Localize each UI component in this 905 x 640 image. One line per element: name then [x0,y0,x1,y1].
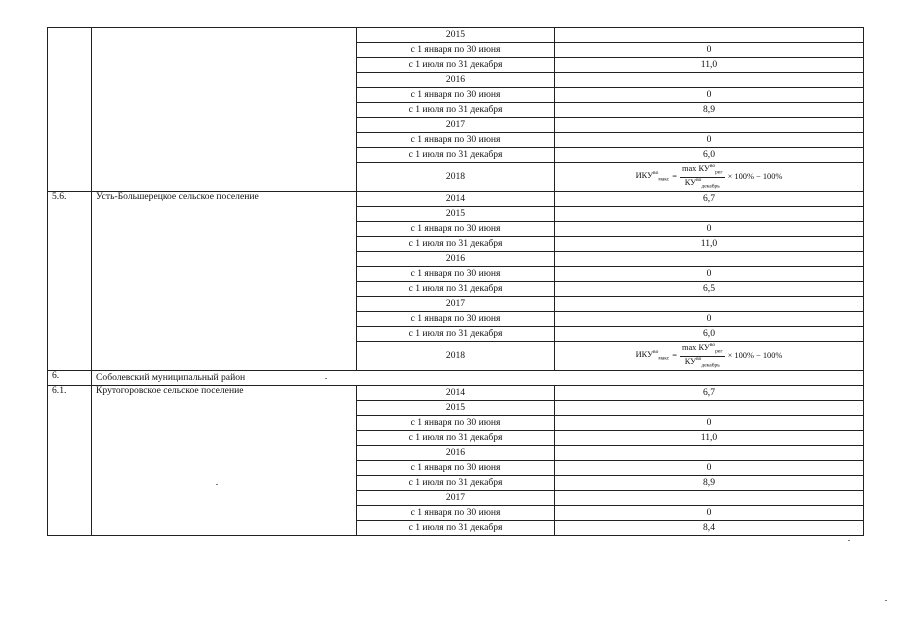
period-cell: 2014 [357,386,555,401]
period-cell: 2018 [357,342,555,371]
value-cell [555,28,864,43]
period-cell: с 1 января по 30 июня [357,506,555,521]
value-cell: 0 [555,267,864,282]
formula-denominator: $КУ^{во}_{декабрь}$ [684,176,720,189]
formula [636,164,783,189]
value-cell [555,252,864,267]
value-cell: 6,5 [555,282,864,297]
value-cell: 11,0 [555,237,864,252]
period-cell: с 1 июля по 31 декабря [357,237,555,252]
formula-tail: × 100% − 100% [727,171,783,181]
tariff-table-body [48,28,864,536]
period-cell: с 1 июля по 31 декабря [357,103,555,118]
value-cell: 0 [555,506,864,521]
scan-speck [885,600,887,601]
period-cell: с 1 июля по 31 декабря [357,282,555,297]
scan-speck [325,378,327,379]
row-number: 6.1. [48,386,92,536]
value-cell: 0 [555,43,864,58]
row-number: 5.6. [48,192,92,371]
formula-numerator: $\max КУ^{во}_{рег}$ [681,163,723,176]
period-cell: с 1 января по 30 июня [357,461,555,476]
period-cell: 2017 [357,491,555,506]
period-cell: с 1 июля по 31 декабря [357,327,555,342]
period-cell: 2016 [357,446,555,461]
value-cell: 11,0 [555,58,864,73]
row-number: 6. [48,371,92,386]
period-cell: 2018 [357,163,555,192]
section-row [48,371,864,386]
period-cell: с 1 января по 30 июня [357,43,555,58]
value-cell: 8,4 [555,521,864,536]
period-cell: с 1 января по 30 июня [357,416,555,431]
value-cell [555,491,864,506]
value-cell: 0 [555,88,864,103]
settlement-name: Усть-Большерецкое сельское поселение [92,192,357,371]
formula [636,343,783,368]
tariff-table [47,27,864,536]
period-cell: с 1 января по 30 июня [357,133,555,148]
period-cell: с 1 января по 30 июня [357,222,555,237]
scan-speck [216,484,218,485]
period-cell: с 1 июля по 31 декабря [357,431,555,446]
formula-equals: = [672,171,677,181]
section-title: Соболевский муниципальный район [92,371,864,386]
formula-denominator: $КУ^{во}_{декабрь}$ [684,355,720,368]
period-cell: 2017 [357,297,555,312]
value-cell: 0 [555,222,864,237]
period-cell: с 1 января по 30 июня [357,88,555,103]
value-cell: 8,9 [555,103,864,118]
table-row [48,192,864,207]
formula-cell [555,342,864,371]
value-cell: 0 [555,312,864,327]
value-cell: 0 [555,416,864,431]
value-cell [555,73,864,88]
value-cell: 6,7 [555,386,864,401]
value-cell [555,207,864,222]
period-cell: с 1 января по 30 июня [357,267,555,282]
value-cell: 6,0 [555,327,864,342]
value-cell [555,401,864,416]
value-cell: 11,0 [555,431,864,446]
formula-tail: × 100% − 100% [727,350,783,360]
value-cell [555,118,864,133]
period-cell: 2014 [357,192,555,207]
value-cell [555,446,864,461]
period-cell: 2017 [357,118,555,133]
settlement-name: Крутогоровское сельское поселение [92,386,357,536]
value-cell: 0 [555,461,864,476]
formula-fraction [680,343,725,368]
value-cell [555,297,864,312]
value-cell: 6,7 [555,192,864,207]
value-cell: 6,0 [555,148,864,163]
value-cell: 0 [555,133,864,148]
period-cell: 2016 [357,73,555,88]
row-number [48,28,92,192]
period-cell: с 1 января по 30 июня [357,312,555,327]
formula-numerator: $\max КУ^{во}_{рег}$ [681,342,723,355]
settlement-name [92,28,357,192]
scan-speck [848,540,850,541]
table-row [48,28,864,43]
period-cell: 2016 [357,252,555,267]
formula-lhs: $ИКУ^{во}_{макс}$ [635,349,670,362]
period-cell: 2015 [357,28,555,43]
period-cell: с 1 июля по 31 декабря [357,476,555,491]
period-cell: 2015 [357,401,555,416]
period-cell: с 1 июля по 31 декабря [357,148,555,163]
period-cell: с 1 июля по 31 декабря [357,521,555,536]
formula-fraction [680,164,725,189]
value-cell: 8,9 [555,476,864,491]
period-cell: с 1 июля по 31 декабря [357,58,555,73]
formula-lhs: $ИКУ^{во}_{макс}$ [635,170,670,183]
formula-equals: = [672,350,677,360]
period-cell: 2015 [357,207,555,222]
table-row [48,386,864,401]
formula-cell [555,163,864,192]
